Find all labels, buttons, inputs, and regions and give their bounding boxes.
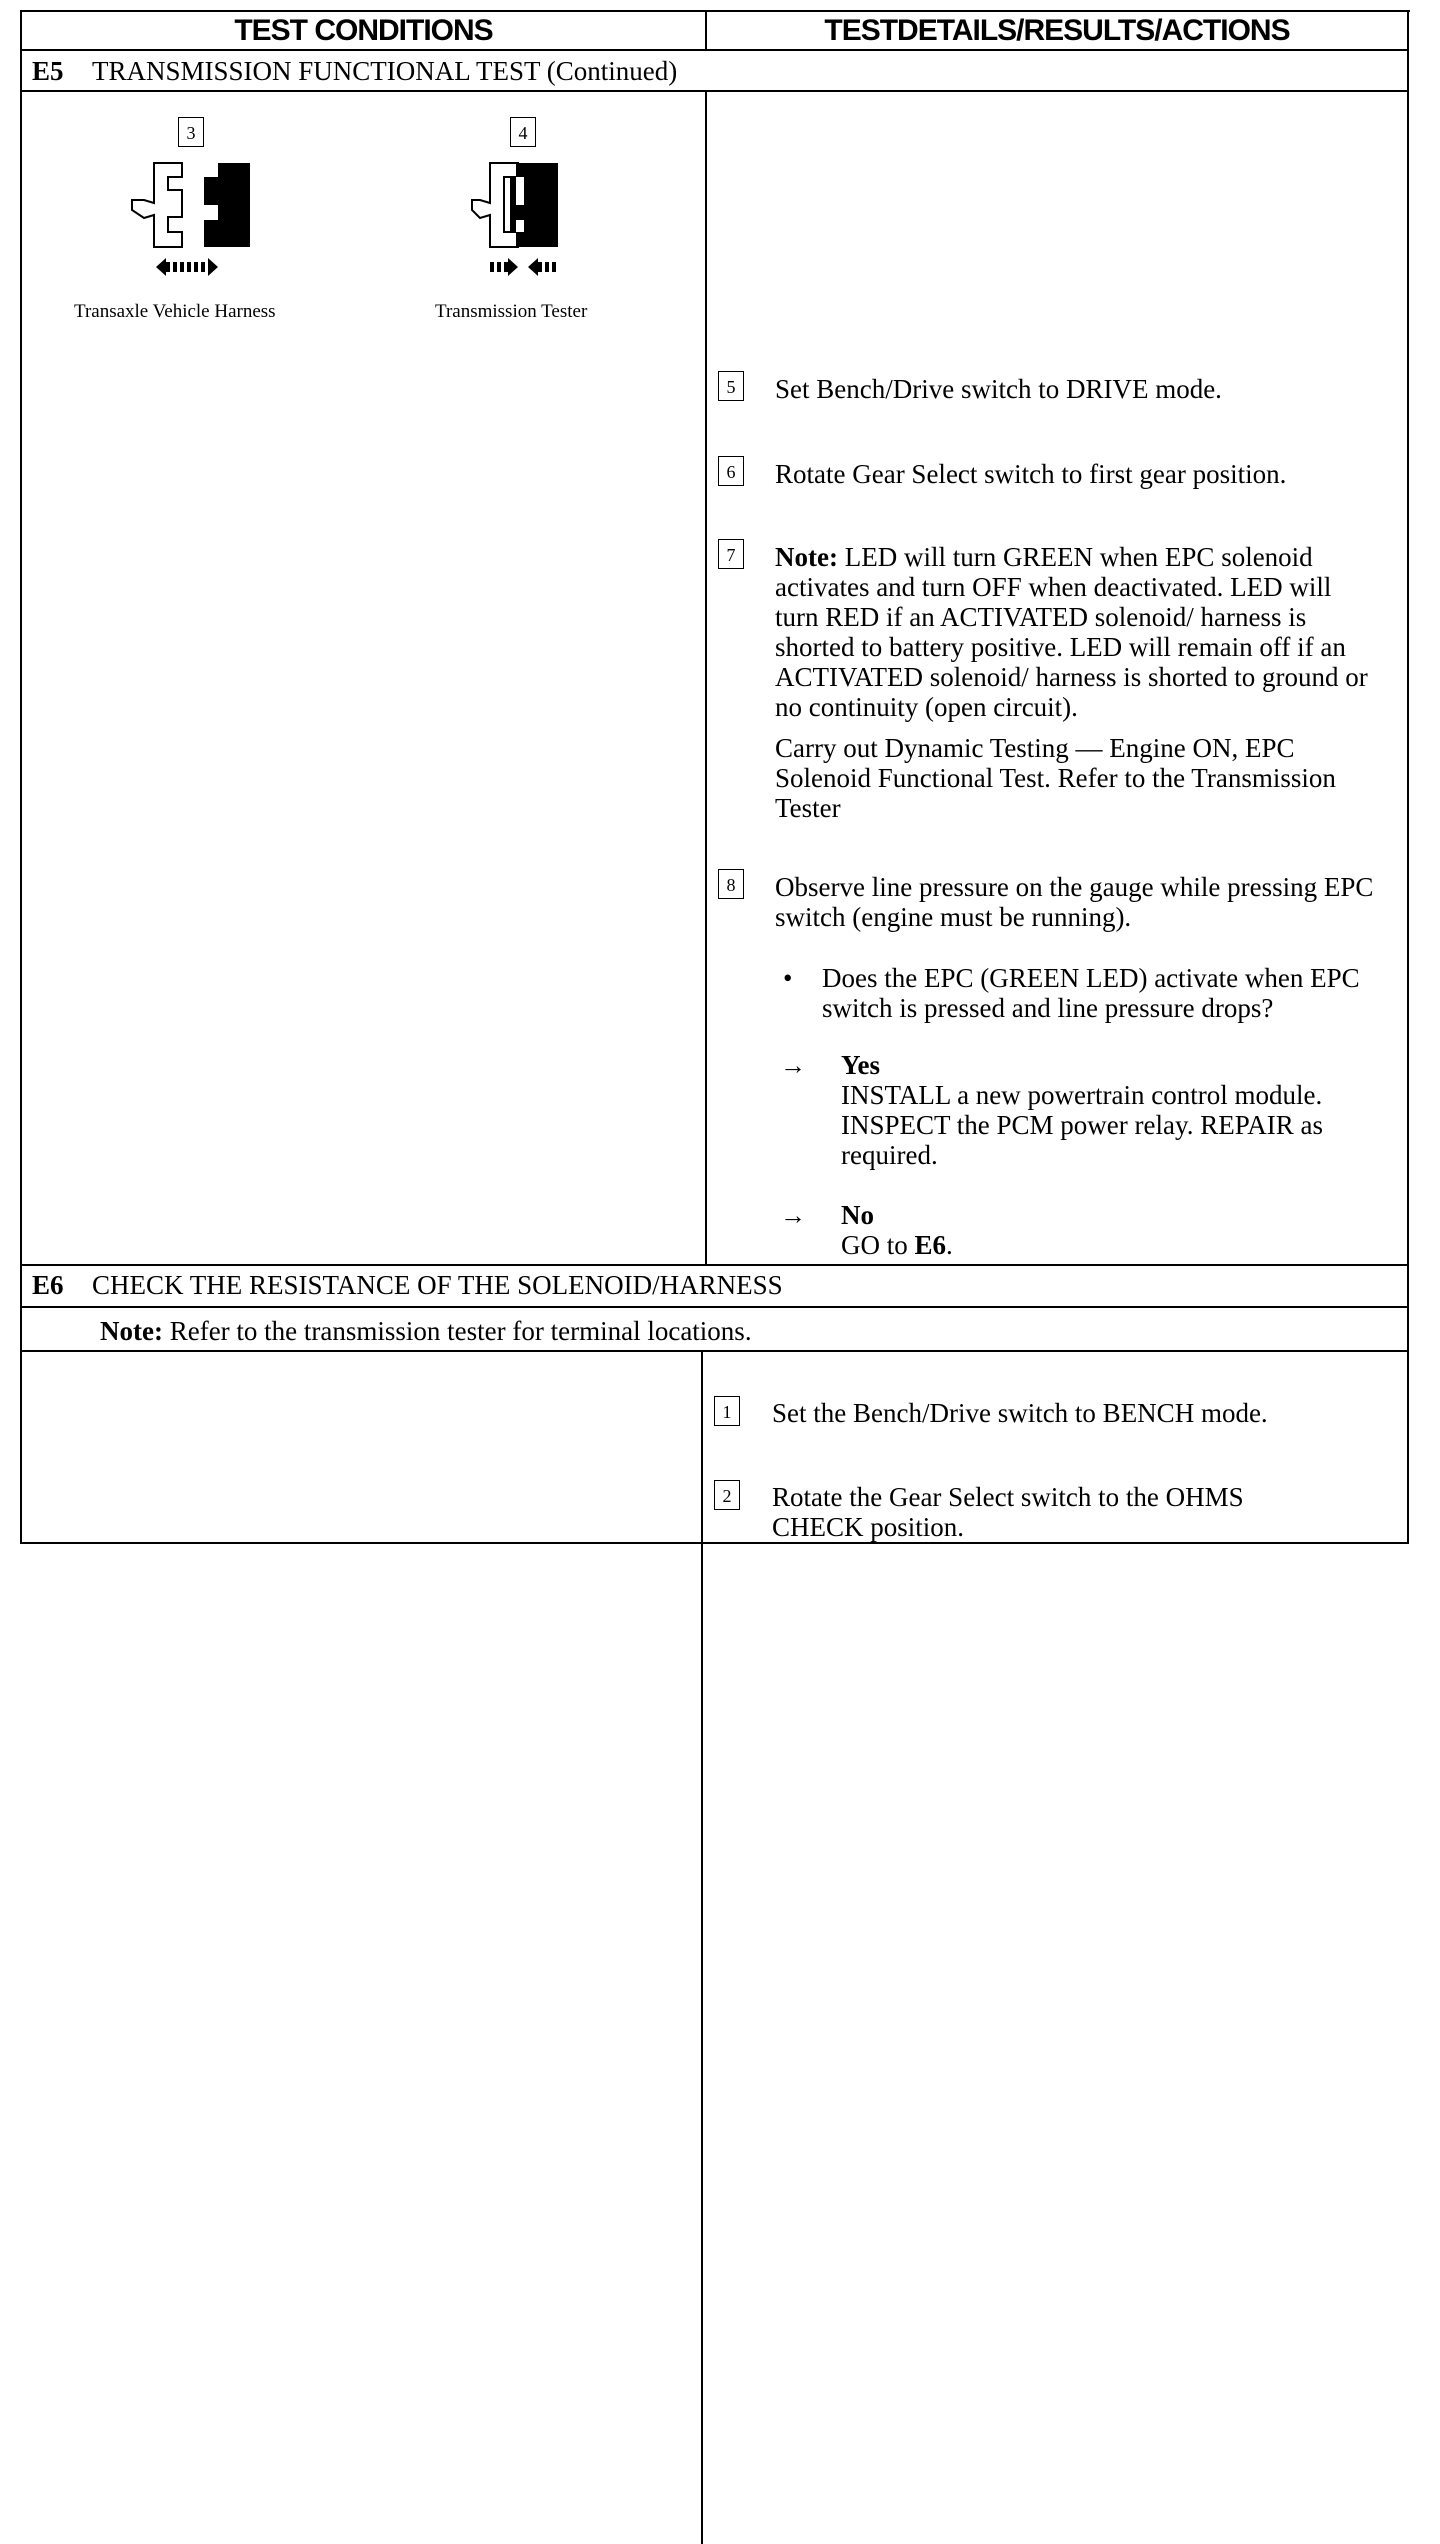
step-8-question: Does the EPC (GREEN LED) activate when EPC switch is pressed and line pressure drops? bbox=[822, 963, 1360, 1023]
no-arrow-icon: → bbox=[780, 1201, 806, 1230]
step-7-number: 7 bbox=[718, 539, 744, 569]
divider-e5 bbox=[705, 90, 707, 1265]
divider-e6 bbox=[701, 1350, 703, 2544]
e6-note bbox=[100, 1316, 752, 1347]
step-7-note-label: Note: bbox=[775, 542, 838, 572]
rule-e6-title bbox=[20, 1306, 1409, 1308]
step-8-number: 8 bbox=[718, 869, 744, 899]
step-5-number: 5 bbox=[718, 371, 744, 401]
table-border-right bbox=[1407, 10, 1409, 1544]
step-6-number: 6 bbox=[718, 456, 744, 486]
step-7-note bbox=[775, 542, 1375, 722]
header-test-details: TESTDETAILS/RESULTS/ACTIONS bbox=[824, 14, 1290, 47]
step-8-bullet: • bbox=[783, 963, 793, 993]
step-5-text: Set Bench/Drive switch to DRIVE mode. bbox=[775, 374, 1222, 404]
header-test-conditions: TEST CONDITIONS bbox=[234, 14, 493, 47]
e6-reference: E6 bbox=[914, 1230, 947, 1260]
e6-code: E6 bbox=[32, 1270, 64, 1300]
rule-e6-top bbox=[20, 1264, 1409, 1266]
tester-connector-connected-icon bbox=[470, 160, 580, 280]
step-7-note-text: LED will turn GREEN when EPC solenoid activates and turn OFF when deactivated. LED will turn RED if an ACTIVATED solenoid/ harness is shorted to battery positive. LED will remain off if an ACTIVATED solenoid/ harness is shorted to ground or no continuity (open circuit). bbox=[775, 542, 1368, 722]
no-action: GO to E6. bbox=[841, 1230, 953, 1260]
e6-step-2-number: 2 bbox=[714, 1480, 740, 1510]
diagram-3-caption: Transaxle Vehicle Harness bbox=[74, 301, 276, 322]
e6-step-1-number: 1 bbox=[714, 1396, 740, 1426]
e6-step-1-text: Set the Bench/Drive switch to BENCH mode. bbox=[772, 1398, 1268, 1428]
yes-arrow-icon: → bbox=[780, 1051, 806, 1080]
rule-header bbox=[20, 49, 1409, 51]
diagram-4-caption: Transmission Tester bbox=[435, 301, 588, 322]
e5-code: E5 bbox=[32, 56, 64, 86]
yes-label: Yes bbox=[841, 1050, 880, 1080]
table-border-left bbox=[20, 10, 22, 1544]
diagram-4-number: 4 bbox=[510, 117, 536, 147]
e6-step-2-text: Rotate the Gear Select switch to the OHMS CHECK position. bbox=[772, 1482, 1244, 1542]
step-6-text: Rotate Gear Select switch to first gear position. bbox=[775, 459, 1287, 489]
step-8-text: Observe line pressure on the gauge while pressing EPC switch (engine must be running). bbox=[775, 872, 1374, 932]
step-7-text: Carry out Dynamic Testing — Engine ON, EPC Solenoid Functional Test. Refer to the Transmission Tester bbox=[775, 733, 1336, 823]
table-border-bottom bbox=[20, 1542, 1409, 1544]
no-label: No bbox=[841, 1200, 874, 1230]
yes-action: INSTALL a new powertrain control module. INSPECT the PCM power relay. REPAIR as required. bbox=[841, 1080, 1324, 1170]
e5-title: TRANSMISSION FUNCTIONAL TEST (Continued) bbox=[92, 56, 678, 86]
e6-title: CHECK THE RESISTANCE OF THE SOLENOID/HARNESS bbox=[92, 1270, 783, 1300]
e5-title-row bbox=[32, 56, 677, 87]
diagram-3-number: 3 bbox=[178, 117, 204, 147]
e6-note-label: Note: bbox=[100, 1316, 163, 1346]
harness-connector-disconnected-icon bbox=[124, 160, 254, 280]
e6-title-row bbox=[32, 1270, 783, 1301]
e6-note-text: Refer to the transmission tester for terminal locations. bbox=[169, 1316, 752, 1346]
rule-e5-title bbox=[20, 90, 1409, 92]
rule-e6-note bbox=[20, 1350, 1409, 1352]
